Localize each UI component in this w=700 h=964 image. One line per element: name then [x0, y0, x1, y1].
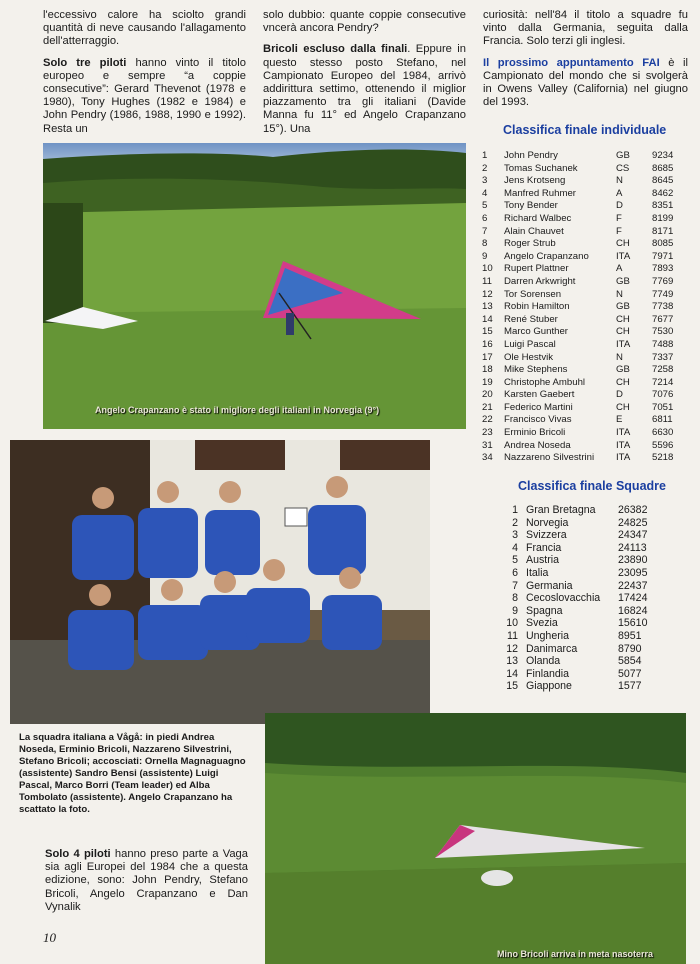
- individual-row: [482, 301, 688, 314]
- individual-row: [482, 213, 688, 226]
- individual-name: Marco Gunther: [504, 326, 568, 338]
- individual-name: Federico Martini: [504, 401, 573, 413]
- individual-pts: 7488: [652, 338, 674, 350]
- team-pts: 1577: [618, 680, 642, 693]
- team-name: Austria: [526, 554, 559, 567]
- team-name: Francia: [526, 541, 562, 554]
- individual-row: [482, 427, 688, 440]
- individual-row: [482, 289, 688, 302]
- individual-pts: 6811: [652, 414, 673, 426]
- individual-row: [482, 377, 688, 390]
- team-pts: 26382: [618, 504, 648, 516]
- individual-row: [482, 238, 688, 251]
- team-name: Germania: [526, 579, 573, 592]
- individual-row: [482, 150, 688, 163]
- individual-rank: 23: [482, 427, 493, 439]
- individual-nat: ITA: [616, 338, 631, 350]
- team-pts: 24825: [618, 516, 648, 529]
- individual-nat: A: [616, 263, 623, 275]
- individual-name: Manfred Ruhmer: [504, 187, 576, 199]
- text-column-3: [483, 9, 688, 117]
- team-rank: 10: [506, 617, 518, 630]
- individual-name: Luigi Pascal: [504, 338, 556, 350]
- col3-paragraph: [483, 57, 688, 110]
- individual-rank: 8: [482, 238, 488, 250]
- individual-name: René Stuber: [504, 313, 558, 325]
- individual-nat: N: [616, 288, 623, 300]
- team-rank: 3: [512, 529, 518, 542]
- team-row: [500, 592, 660, 605]
- team-rank: 9: [512, 604, 518, 617]
- bottom-lead: Solo 4 piloti: [45, 848, 111, 860]
- individual-rank: 19: [482, 376, 493, 388]
- team-pts: 24347: [618, 529, 648, 542]
- individual-rank: 13: [482, 301, 493, 313]
- team-rank: 7: [512, 579, 518, 592]
- photo-hang-glider-meadow: [43, 143, 466, 429]
- team-row: [500, 517, 660, 530]
- individual-pts: 5596: [652, 439, 674, 451]
- individual-rank: 3: [482, 175, 488, 187]
- individual-title: Classifica finale individuale: [503, 123, 667, 137]
- team-rank: 4: [512, 541, 518, 554]
- individual-rank: 1: [482, 150, 488, 161]
- team-rank: 5: [512, 554, 518, 567]
- individual-rank: 11: [482, 275, 492, 287]
- team-row: [500, 542, 660, 555]
- individual-nat: CH: [616, 326, 630, 338]
- team-row: [500, 617, 660, 630]
- individual-pts: 5218: [652, 452, 674, 464]
- individual-nat: ITA: [616, 427, 631, 439]
- individual-name: Angelo Crapanzano: [504, 250, 589, 262]
- individual-rank: 16: [482, 338, 493, 350]
- individual-nat: N: [616, 175, 623, 187]
- team-row: [500, 643, 660, 656]
- team-pts: 23890: [618, 554, 648, 567]
- individual-row: [482, 226, 688, 239]
- team-name: Italia: [526, 566, 549, 579]
- individual-rank: 14: [482, 313, 493, 325]
- individual-nat: A: [616, 187, 623, 199]
- individual-rank: 18: [482, 364, 493, 376]
- team-rank: 11: [507, 629, 518, 642]
- individual-row: [482, 402, 688, 415]
- individual-pts: 7530: [652, 326, 674, 338]
- individual-name: John Pendry: [504, 150, 558, 161]
- col1-paragraph: [43, 57, 246, 136]
- individual-rank: 7: [482, 225, 488, 237]
- team-pts: 16824: [618, 604, 648, 617]
- individual-pts: 7769: [652, 275, 674, 287]
- individual-nat: D: [616, 389, 623, 401]
- individual-name: Ole Hestvik: [504, 351, 554, 363]
- individual-nat: N: [616, 351, 623, 363]
- individual-name: Andrea Noseda: [504, 439, 571, 451]
- individual-name: Alain Chauvet: [504, 225, 564, 237]
- individual-rank: 31: [482, 439, 493, 451]
- individual-nat: GB: [616, 364, 630, 376]
- individual-name: Darren Arkwright: [504, 275, 576, 287]
- individual-pts: 7677: [652, 313, 674, 325]
- team-name: Gran Bretagna: [526, 504, 596, 516]
- individual-pts: 8685: [652, 162, 674, 174]
- col2-top-paragraph: solo dubbio: quante coppie consecutive vncerà ancora Pendry?: [263, 9, 466, 35]
- individual-row: [482, 452, 688, 465]
- individual-name: Robin Hamilton: [504, 301, 570, 313]
- individual-rank: 12: [482, 288, 493, 300]
- individual-nat: CS: [616, 162, 630, 174]
- individual-nat: E: [616, 414, 623, 426]
- team-pts: 24113: [618, 541, 647, 554]
- individual-rank: 6: [482, 212, 488, 224]
- col1-lead: Solo tre piloti: [43, 56, 127, 69]
- team-name: Olanda: [526, 655, 561, 668]
- individual-rank: 2: [482, 162, 488, 174]
- individual-pts: 7971: [652, 250, 674, 262]
- team-name: Cecoslovacchia: [526, 592, 601, 605]
- individual-row: [482, 339, 688, 352]
- individual-name: Tomas Suchanek: [504, 162, 578, 174]
- col1-top-paragraph: l'eccessivo calore ha sciolto grandi quantità di neve causando l'allagamento dell'atterraggio.: [43, 9, 246, 48]
- individual-nat: CH: [616, 401, 630, 413]
- individual-nat: ITA: [616, 250, 631, 262]
- individual-name: Christophe Ambuhl: [504, 376, 586, 388]
- individual-pts: 8199: [652, 212, 674, 224]
- individual-name: Roger Strub: [504, 238, 556, 250]
- team-rank: 12: [506, 642, 518, 655]
- individual-row: [482, 175, 688, 188]
- individual-row: [482, 440, 688, 453]
- team-rank: 6: [512, 566, 518, 579]
- teams-ranking-table: [500, 504, 660, 693]
- text-column-1: [43, 9, 246, 144]
- photo3-caption: Mino Bricoli arriva in meta nasoterra: [497, 949, 654, 959]
- individual-name: Erminio Bricoli: [504, 427, 566, 439]
- individual-nat: D: [616, 200, 623, 212]
- individual-row: [482, 276, 688, 289]
- individual-nat: GB: [616, 150, 630, 161]
- text-column-2: [263, 9, 466, 144]
- bottom-text-column: [45, 848, 248, 922]
- team-row: [500, 680, 660, 693]
- page-number: 10: [43, 930, 56, 945]
- individual-rank: 10: [482, 263, 493, 275]
- team-name: Svizzera: [526, 529, 567, 542]
- team-row: [500, 655, 660, 668]
- individual-name: Nazzareno Silvestrini: [504, 452, 595, 464]
- individual-row: [482, 326, 688, 339]
- team-row: [500, 504, 660, 517]
- individual-pts: 8351: [652, 200, 674, 212]
- col3-lead: Il prossimo appuntamento FAI: [483, 56, 660, 69]
- col3-body: è il Campionato del mondo che si svolgerà in Owens Valley (California) nel giugno del 1993.: [483, 56, 688, 109]
- bottom-paragraph: [45, 848, 248, 914]
- photo-landing: [265, 713, 686, 964]
- individual-row: [482, 200, 688, 213]
- col2-paragraph: [263, 43, 466, 135]
- individual-rank: 21: [482, 401, 493, 413]
- individual-name: Mike Stephens: [504, 364, 568, 376]
- team-rank: 8: [512, 592, 518, 605]
- individual-pts: 8462: [652, 187, 674, 199]
- team-name: Ungheria: [526, 629, 569, 642]
- individual-row: [482, 263, 688, 276]
- col1-body: hanno vinto il titolo europeo e sempre “a coppie consecutive”: Gerard Thevenot (1978 e 1980), Tony Hughes (1982 e 1984) e John Pendry (1986, 1988, 1990 e 1992). Resta un: [43, 56, 246, 135]
- team-row: [500, 567, 660, 580]
- individual-name: Rupert Plattner: [504, 263, 569, 275]
- individual-nat: CH: [616, 313, 630, 325]
- team-pts: 8951: [618, 629, 642, 642]
- individual-row: [482, 352, 688, 365]
- individual-pts: 8085: [652, 238, 674, 250]
- team-pts: 15610: [618, 617, 648, 630]
- photo-italian-team: [10, 440, 430, 724]
- individual-pts: 8645: [652, 175, 674, 187]
- individual-nat: F: [616, 225, 622, 237]
- individual-row: [482, 364, 688, 377]
- individual-rank: 9: [482, 250, 488, 262]
- team-name: Svezia: [526, 617, 558, 630]
- individual-rank: 20: [482, 389, 493, 401]
- individual-nat: GB: [616, 275, 630, 287]
- team-pts: 5077: [618, 667, 642, 680]
- individual-nat: ITA: [616, 452, 631, 464]
- individual-name: Karsten Gaebert: [504, 389, 575, 401]
- team-rank: 1: [512, 504, 518, 516]
- individual-ranking-table: [482, 150, 688, 465]
- team-name: Spagna: [526, 604, 563, 617]
- individual-name: Richard Walbec: [504, 212, 572, 224]
- individual-nat: GB: [616, 301, 630, 313]
- team-pts: 23095: [618, 566, 648, 579]
- team-name: Danimarca: [526, 642, 578, 655]
- individual-rank: 22: [482, 414, 493, 426]
- individual-name: Jens Krotseng: [504, 175, 566, 187]
- individual-name: Tor Sorensen: [504, 288, 562, 300]
- individual-row: [482, 414, 688, 427]
- individual-rank: 4: [482, 187, 488, 199]
- individual-rank: 5: [482, 200, 488, 212]
- individual-name: Francisco Vivas: [504, 414, 572, 426]
- individual-pts: 7258: [652, 364, 674, 376]
- team-pts: 5854: [618, 655, 642, 668]
- team-rank: 15: [506, 680, 518, 693]
- team-pts: 8790: [618, 642, 642, 655]
- bottom-body: hanno preso parte a Vaga sia agli Europei del 1984 che a questa edizione, sono: John Pendry, Stefano Bricoli, Angelo Crapanzano e Dan Vynalik: [45, 848, 248, 913]
- team-name: Finlandia: [526, 667, 569, 680]
- team-rank: 13: [506, 655, 518, 668]
- team-row: [500, 605, 660, 618]
- team-row: [500, 554, 660, 567]
- individual-nat: CH: [616, 238, 630, 250]
- individual-pts: 9234: [652, 150, 674, 161]
- team-name: Norvegia: [526, 516, 569, 529]
- individual-row: [482, 163, 688, 176]
- team-rank: 14: [506, 667, 518, 680]
- individual-pts: 7214: [652, 376, 674, 388]
- individual-pts: 7076: [652, 389, 674, 401]
- team-pts: 22437: [618, 579, 648, 592]
- col2-lead: Bricoli escluso dalla finali: [263, 43, 408, 56]
- team-rank: 2: [512, 516, 518, 529]
- teams-title: Classifica finale Squadre: [518, 479, 666, 493]
- individual-nat: F: [616, 212, 622, 224]
- individual-row: [482, 389, 688, 402]
- individual-name: Tony Bender: [504, 200, 558, 212]
- team-name: Giappone: [526, 680, 572, 693]
- individual-row: [482, 314, 688, 327]
- individual-pts: 8171: [652, 225, 674, 237]
- individual-rank: 17: [482, 351, 493, 363]
- team-row: [500, 529, 660, 542]
- individual-row: [482, 251, 688, 264]
- team-photo-caption: La squadra italiana a Vågå: in piedi Andrea Noseda, Erminio Bricoli, Nazzareno Silvestrini, Stefano Bricoli; accosciati: Ornella Magnaguagno (assistente) Sandro Bensi (assistente) Luigi Pascal, Marco Borri (Team leader) ed Alba Tombolato (assistente). Angelo Crapanzano ha scattato la foto.: [19, 732, 246, 815]
- individual-rank: 15: [482, 326, 493, 338]
- individual-pts: 7738: [652, 301, 674, 313]
- individual-nat: ITA: [616, 439, 631, 451]
- photo1-caption: Angelo Crapanzano è stato il migliore degli italiani in Norvegia (9°): [95, 405, 380, 415]
- col2-body: . Eppure in questo stesso posto Stefano, nel Campionato Europeo del 1984, arrivò addirittura settimo, ottenendo il miglior piazzamento tra gli italiani (Davide Manna fu 11° ed Angelo Crapanzano 15°). Una: [263, 43, 466, 135]
- col3-top-paragraph: curiosità: nell'84 il titolo a squadre fu vinto dalla Germania, seguita dalla Francia. Solo terzi gli inglesi.: [483, 9, 688, 48]
- team-pts: 17424: [618, 592, 648, 605]
- team-row: [500, 580, 660, 593]
- individual-pts: 7893: [652, 263, 674, 275]
- individual-rank: 34: [482, 452, 493, 464]
- individual-pts: 7051: [652, 401, 674, 413]
- team-row: [500, 668, 660, 681]
- individual-pts: 7337: [652, 351, 674, 363]
- individual-pts: 7749: [652, 288, 674, 300]
- individual-nat: CH: [616, 376, 630, 388]
- individual-pts: 6630: [652, 427, 674, 439]
- team-row: [500, 630, 660, 643]
- individual-row: [482, 188, 688, 201]
